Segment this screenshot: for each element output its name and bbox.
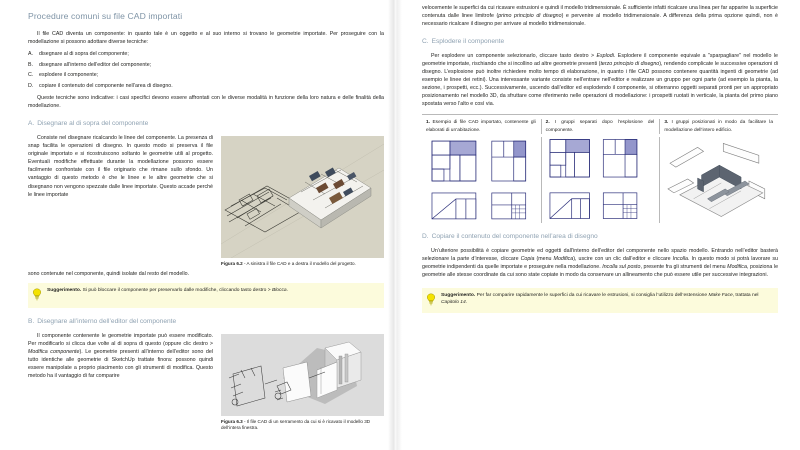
cad-plan-drawing-icon (426, 137, 536, 223)
intro-paragraph: Il file CAD diventa un componente: in quanto tale è un oggetto e al suo interno si trovano le geometrie importate. Per proseguire con la modellazione si possono adottare diverse tecniche: (28, 31, 384, 46)
list-item (28, 50, 384, 58)
tip-1-text-before: Si può bloccare il componente per preservarlo dalle modifiche, cliccando tasto destro > (81, 287, 272, 293)
continuation-paragraph (422, 4, 778, 28)
section-d-italic-3: Incolla (672, 255, 688, 262)
triple-panel-image-3 (659, 137, 778, 223)
triple-panel-caption-3 (659, 119, 778, 133)
section-title-a: Disegnare al di sopra del componente (37, 120, 149, 128)
list-marker: A. (28, 51, 34, 58)
section-d-p-b: (menu (534, 255, 554, 262)
section-heading-a (28, 119, 384, 129)
section-d-p-c: ), uscire con un clic dall’editor e cliccare (573, 255, 673, 262)
list-item (28, 61, 384, 69)
figure-6-3-caption-text: - Il file CAD di un serramento da cui si è ricavato il modello 3D dell’intera finestra. (221, 418, 371, 431)
panel-number-1: 1. (426, 120, 431, 126)
section-d-italic-1: Copia (520, 255, 535, 262)
section-a-body-2: sono contenute nel componente, quindi isolate dal resto del modello. (28, 270, 190, 277)
figure-6-3-label: Figura 6.3 (221, 418, 243, 424)
tip-1-label: Suggerimento. (47, 287, 82, 293)
right-page (400, 0, 800, 450)
triple-panel-image-1 (422, 137, 541, 223)
figure-6-2 (221, 136, 384, 267)
section-d-p-d: . In questo modo si potrà lavorare su geometrie indipendenti da quelle importate e proseguire nella modellazione. (422, 255, 778, 270)
tip-2-label: Suggerimento. (441, 293, 476, 299)
positioned-3d-model-icon (664, 137, 773, 223)
figure-6-3-caption (221, 419, 384, 432)
panel-number-3: 3. (664, 120, 669, 126)
section-letter-a: A. (28, 120, 35, 128)
figure-6-2-image (221, 136, 384, 258)
section-b-italic: Modifica componente (28, 348, 80, 355)
section-title-c: Esplodere il componente (431, 38, 505, 46)
panel-caption-text-3: I gruppi posizionati in modo da facilitare la modellazione dell’intero edificio. (664, 120, 774, 133)
figure-6-2-label: Figura 6.2 (221, 261, 243, 267)
panel-caption-text-2: I gruppi separati dopo l’esplosione del componente. (545, 120, 655, 133)
section-b-body-1: Il componente contenente le geometrie importate può essere modificato. Per modificarlo si clicca due volte al di sopra di questo (oppure clic destro > (28, 332, 213, 347)
cad-model-illustration (221, 136, 384, 258)
section-heading-c (422, 37, 778, 47)
section-d-p-a: Un’ulteriore possibilità è copiare geometrie ed oggetti dall’interno dell’editor del componente nello spazio modello. Entrando nell’editor basterà selezionare la parte d’interesse, cliccare (422, 247, 778, 262)
section-c-p1-b: . Esplodere il componente equivale a "sparpagliare" nel modello le geometrie importate, rischiando che si incollino ad altre geometrie presenti ( (422, 53, 778, 68)
page-title: Procedure comuni su file CAD importati (28, 11, 183, 21)
triple-panel-caption-2 (541, 119, 660, 133)
triple-figure-images (422, 137, 778, 223)
section-d-body (422, 247, 778, 279)
list-marker: C. (28, 72, 34, 79)
section-d-italic-5: Modifica (727, 263, 747, 270)
figure-6-3-image (221, 334, 384, 416)
continuation-italic: primo principio di disegno (498, 13, 562, 20)
figure-6-2-caption (221, 261, 384, 267)
triple-panel-caption-1 (422, 119, 541, 133)
tip-1-italic: Blocca (271, 287, 287, 293)
list-marker: B. (28, 61, 34, 68)
list-item-label: esplodere il componente; (39, 72, 99, 79)
tip-box-1-text (47, 287, 288, 294)
section-d-italic-2: Modifica (553, 255, 574, 262)
triple-panel-image-2 (541, 137, 660, 223)
triple-figure (422, 114, 778, 222)
section-title-b: Disegnare all’interno dell’editor del componente (37, 317, 177, 325)
window-component-illustration (221, 334, 384, 416)
section-a-body-1: Consiste nel disegnare ricalcando le linee del componente. La presenza di snap facilita le operazioni di disegno. In questo modo si preserva il file originale importato e si ricostruiscono soltanto le geometrie utili al progetto. Eventuali modifiche effettuate durante la modellazione possono essere facilmente confrontate con il file originario che rimane sullo sfondo. Un vantaggio di questo metodo è che le linee e le altre geometrie che si disegnano non vengono spezzate dalle linee importate. Questo accade perché le linee importate (28, 135, 213, 198)
section-d-p-f: , posiziona le geometrie alle stesse coordinate da cui sono state copiate in modo da conservare un allineamento che può essere utile per successive integrazioni. (422, 263, 779, 279)
figure-6-3 (221, 334, 384, 432)
tip-1-text-after: . (286, 287, 288, 293)
left-column (28, 10, 384, 434)
section-letter-b: B. (28, 317, 35, 325)
list-item-label: disegnare al di sopra del componente; (39, 51, 129, 58)
panel-number-2: 2. (545, 120, 550, 126)
right-column (422, 4, 778, 313)
list-item-label: copiare il contenuto del componente nell’area di disegno. (39, 83, 173, 90)
section-letter-c: C. (422, 38, 429, 46)
lightbulb-icon (32, 287, 42, 304)
tip-2-text-mid: , trattata nel (732, 293, 759, 299)
technique-list (28, 50, 384, 90)
list-item-label: disegnare all’interno dell’editor del componente; (39, 61, 152, 68)
tip-2-italic-1: Make Face (708, 293, 733, 299)
triple-figure-captions (422, 119, 778, 133)
section-c-p1-c: ), rendendo complicate le successive operazioni di disegno. L’esplosione può inoltre richiedere molto tempo di elaborazione, in quanto i file CAD possono contenere quantità ingenti di geometrie (ad esempio le linee dei retini). Una interessante variante consiste nell’entrare nell’editor e realizzare un gruppo per ogni parte (ad esempio la pianta, la sezione, i prospetti, ecc.). Successivamente, uscendo dall’editor ed esplodendo il componente, si otterranno oggetti separati pronti per un appropriato posizionamento nel modello 3D, da sfruttare come riferimento nelle operazioni di modellazione: i prospetti ruotati in verticale, la pianta del primo piano spostata verso l’alto e così via. (422, 61, 778, 108)
tip-box-2 (422, 288, 778, 313)
section-d-italic-4: Incolla sul posto (602, 263, 641, 270)
figure-6-2-caption-text: - A sinistra il file CAD e a destra il modello del progetto. (242, 261, 356, 267)
section-heading-b (28, 317, 384, 327)
list-item (28, 82, 384, 90)
exploded-groups-drawing-icon (546, 137, 655, 223)
lightbulb-icon (426, 292, 436, 309)
section-d-p-e: , presente fra gli strumenti del menu (640, 263, 728, 270)
list-marker: D. (28, 83, 34, 90)
tip-box-2-text (441, 292, 772, 307)
section-title-d: Copiare il contenuto del componente nell’area di disegno (431, 232, 598, 240)
tip-2-text-before: Per far comparire rapidamente le superfici da cui ricavare le estrusioni, si consiglia l’utilizzo dell’estensione (475, 293, 709, 299)
continuation-1: velocemente le superfici da cui ricavare estrusioni e quindi il modello tridimensionale. È sufficiente infatti ricalcare una linea per far apparire la superficie contenuta dalle linee limitrofe ( (422, 5, 778, 20)
section-c-italic-1: Esplodi (596, 53, 614, 60)
tip-2-text-after: . (465, 300, 468, 306)
tip-box-1 (28, 283, 384, 308)
section-b-body-2: ). Le geometrie presenti all’interno dell’editor sono del tutto identiche alle geometrie di SketchUp trattate finora: possono quindi essere manipolate a proprio piacimento con gli strumenti di modifica. Questo metodo ha il vantaggio di far comparire (28, 348, 213, 379)
after-list-paragraph: Queste tecniche sono indicative: i casi specifici devono essere affrontati con le diverse modalità in funzione della loro natura e delle finalità della modellazione. (28, 95, 384, 110)
section-c-italic-2: terzo principio di disegno (600, 61, 660, 68)
continuation-2: ) e pervenire al modello tridimensionale. A differenza della prima opzione quindi, non è necessario ricalcare il disegno per arrivare al modello tridimensionale. (422, 13, 778, 28)
section-c-body (422, 52, 778, 108)
list-item (28, 71, 384, 79)
section-letter-d: D. (422, 232, 429, 240)
section-c-p1-a: Per esplodere un componente selezionarlo, cliccare tasto destro > (431, 53, 597, 60)
panel-caption-text-1: Esempio di file CAD importato, contenente gli elaborati di un’abitazione. (426, 120, 536, 133)
tip-2-italic-2: Capitolo 14 (441, 300, 466, 306)
section-heading-d (422, 232, 778, 242)
